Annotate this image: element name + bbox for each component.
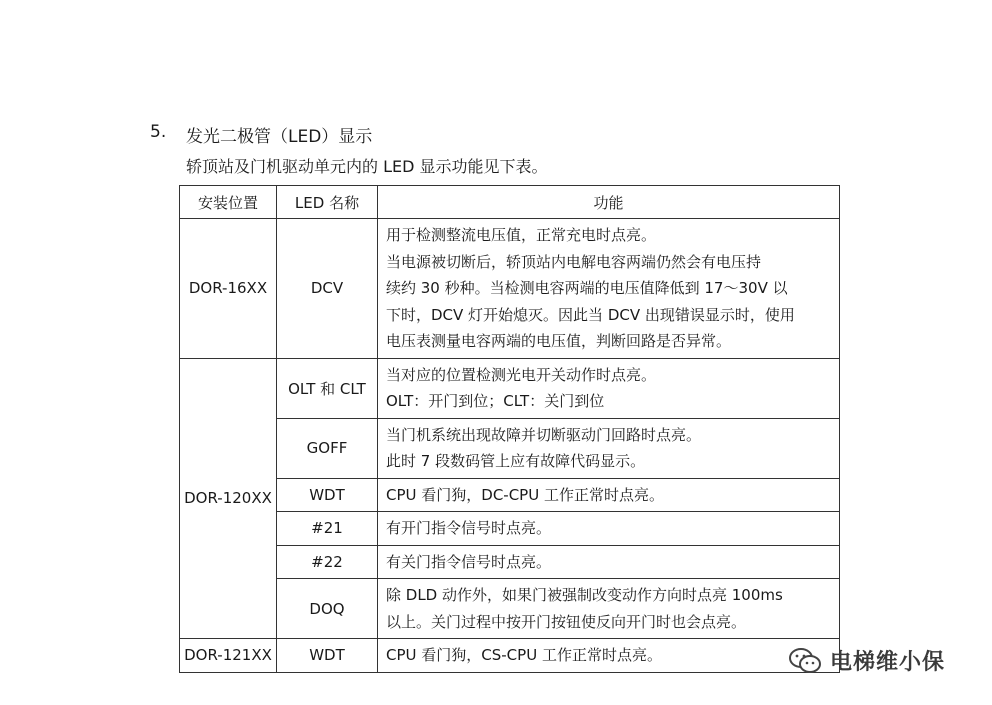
function-line: 续约 30 秒种。当检测电容两端的电压值降低到 17～30V 以 (386, 279, 788, 297)
table-row (180, 579, 840, 639)
header-function: 功能 (378, 186, 840, 219)
function-cell (378, 418, 840, 478)
watermark (788, 645, 945, 676)
led-name-cell: WDT (277, 478, 378, 512)
function-cell (378, 512, 840, 546)
header-location: 安装位置 (180, 186, 277, 219)
location-cell: DOR-121XX (180, 639, 277, 673)
intro-text: 轿顶站及门机驱动单元内的 LED 显示功能见下表。 (186, 157, 548, 176)
led-name-cell: #22 (277, 545, 378, 579)
function-line: CPU 看门狗，CS-CPU 工作正常时点亮。 (386, 646, 662, 664)
led-name-cell: DCV (277, 219, 378, 359)
table-row (180, 512, 840, 546)
section-heading (150, 122, 372, 147)
table-header-row (180, 186, 840, 219)
function-line: 有关门指令信号时点亮。 (386, 552, 552, 571)
function-line: 当对应的位置检测光电开关动作时点亮。 (386, 365, 657, 384)
led-name-cell: DOQ (277, 579, 378, 639)
table-row (180, 478, 840, 512)
table-row (180, 418, 840, 478)
function-line: 当电源被切断后，轿顶站内电解电容两端仍然会有电压持 (386, 252, 762, 271)
function-line: 用于检测整流电压值，正常充电时点亮。 (386, 226, 657, 244)
function-line: 电压表测量电容两端的电压值，判断回路是否异常。 (386, 332, 732, 350)
function-line: 当门机系统出现故障并切断驱动门回路时点亮。 (386, 425, 702, 444)
led-function-table (179, 185, 840, 673)
section-number: 5. (150, 122, 167, 142)
led-name-cell: GOFF (277, 418, 378, 478)
section-title: 发光二极管（LED）显示 (186, 127, 373, 147)
location-cell: DOR-120XX (180, 358, 277, 639)
function-line: 有开门指令信号时点亮。 (386, 519, 552, 537)
function-cell (378, 545, 840, 579)
function-line: 此时 7 段数码管上应有故障代码显示。 (386, 452, 646, 470)
led-name-cell: WDT (277, 639, 378, 673)
function-line: CPU 看门狗，DC-CPU 工作正常时点亮。 (386, 485, 664, 504)
function-cell (378, 358, 840, 418)
led-name-cell: OLT 和 CLT (277, 358, 378, 418)
led-name-cell: #21 (277, 512, 378, 546)
table-row (180, 639, 840, 673)
function-cell (378, 639, 840, 673)
watermark-text: 电梯维小保 (830, 650, 946, 675)
function-line: 下时，DCV 灯开始熄灭。因此当 DCV 出现错误显示时，使用 (386, 305, 795, 324)
function-cell (378, 478, 840, 512)
function-cell (378, 579, 840, 639)
table-row (180, 358, 840, 418)
header-led-name: LED 名称 (277, 186, 378, 219)
table-row (180, 545, 840, 579)
location-cell: DOR-16XX (180, 219, 277, 359)
function-cell (378, 219, 840, 359)
function-line: 以上。关门过程中按开门按钮使反向开门时也会点亮。 (386, 612, 747, 631)
table-row (180, 219, 840, 359)
function-line: 除 DLD 动作外，如果门被强制改变动作方向时点亮 100ms (386, 586, 783, 604)
function-line: OLT：开门到位；CLT：关门到位 (386, 392, 605, 410)
wechat-icon (788, 647, 822, 675)
